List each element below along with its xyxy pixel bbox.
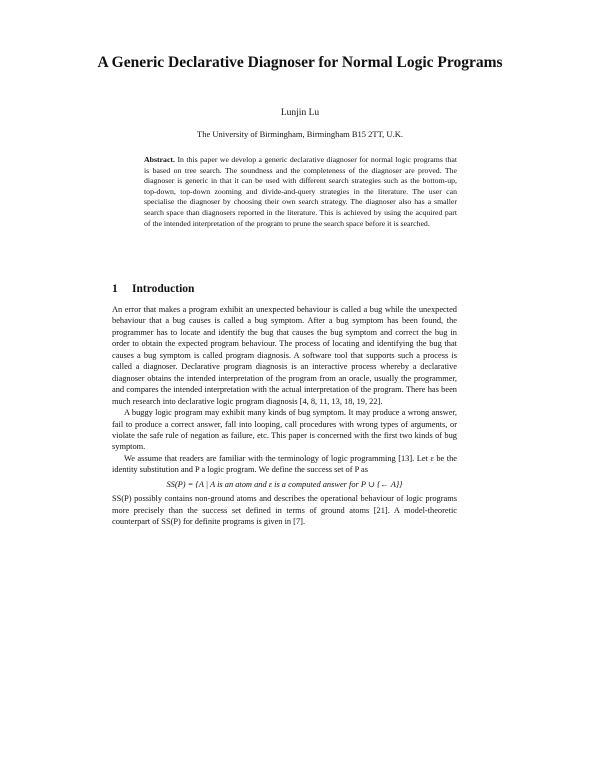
paragraph-2: A buggy logic program may exhibit many kinds of bug symptom. It may produce a wrong answer, fail to produce a correct answer, fall into looping, call procedures with wrong types of arguments, or violate the safe rule of negation as failure, etc. This paper is concerned with the first two kinds of bug symptom.: [112, 408, 457, 452]
abstract-label: Abstract.: [144, 155, 175, 164]
section-heading: [112, 283, 492, 295]
paper-title: A Generic Declarative Diagnoser for Normal Logic Programs: [97, 54, 503, 71]
paragraph-3: We assume that readers are familiar with the terminology of logic programming [13]. Let ε be the identity substitution and P a logic program. We define the success set of P as: [112, 453, 457, 475]
author-affiliation: The University of Birmingham, Birmingham B15 2TT, U.K.: [197, 129, 403, 139]
abstract: [144, 155, 457, 229]
author-name: Lunjin Lu: [280, 108, 320, 118]
section-body: [112, 304, 457, 528]
equation-success-set: SS(P) = {A | A is an atom and ε is a computed answer for P ∪ {← A}}: [166, 479, 403, 489]
abstract-text: In this paper we develop a generic declarative diagnoser for normal logic programs that is based on tree search. The soundness and the completeness of the diagnoser are proved. The diagnoser is generic in that it can be used with different search strategies such as the bottom-up, top-down, top-down zooming and divide-and-query strategies in the literature. The user can specialise the diagnoser by choosing their own search strategy. The diagnoser also has a smaller search space than diagnosers reported in the literature. This is achieved by using the acquired part of the intended interpretation of the program to prune the search space before it is searched.: [144, 155, 457, 228]
paragraph-1: An error that makes a program exhibit an unexpected behaviour is called a bug while the unexpected behaviour that a bug causes is called a bug symptom. After a bug symptom has been found, the programmer has to locate and identify the bug that causes the bug symptom and correct the bug in order to obtain the expected program behaviour. The process of locating and identifying the bug that causes a bug symptom is called program diagnosis. A software tool that supports such a process is called a diagnoser. Declarative program diagnosis is an interactive process whereby a declarative diagnoser obtains the intended interpretation of the program from an oracle, usually the programmer, and compares the intended interpretation with the actual interpretation of the program. There has been much research into declarative logic program diagnosis [4, 8, 11, 13, 18, 19, 22].: [112, 305, 457, 406]
paragraph-4: SS(P) possibly contains non-ground atoms and describes the operational behaviour of logic programs more precisely than the success set defined in terms of ground atoms [21]. A model-theoretic counterpart of SS(P) for definite programs is given in [7].: [112, 494, 457, 527]
section-number: 1: [112, 283, 118, 295]
section-title: Introduction: [132, 283, 195, 295]
